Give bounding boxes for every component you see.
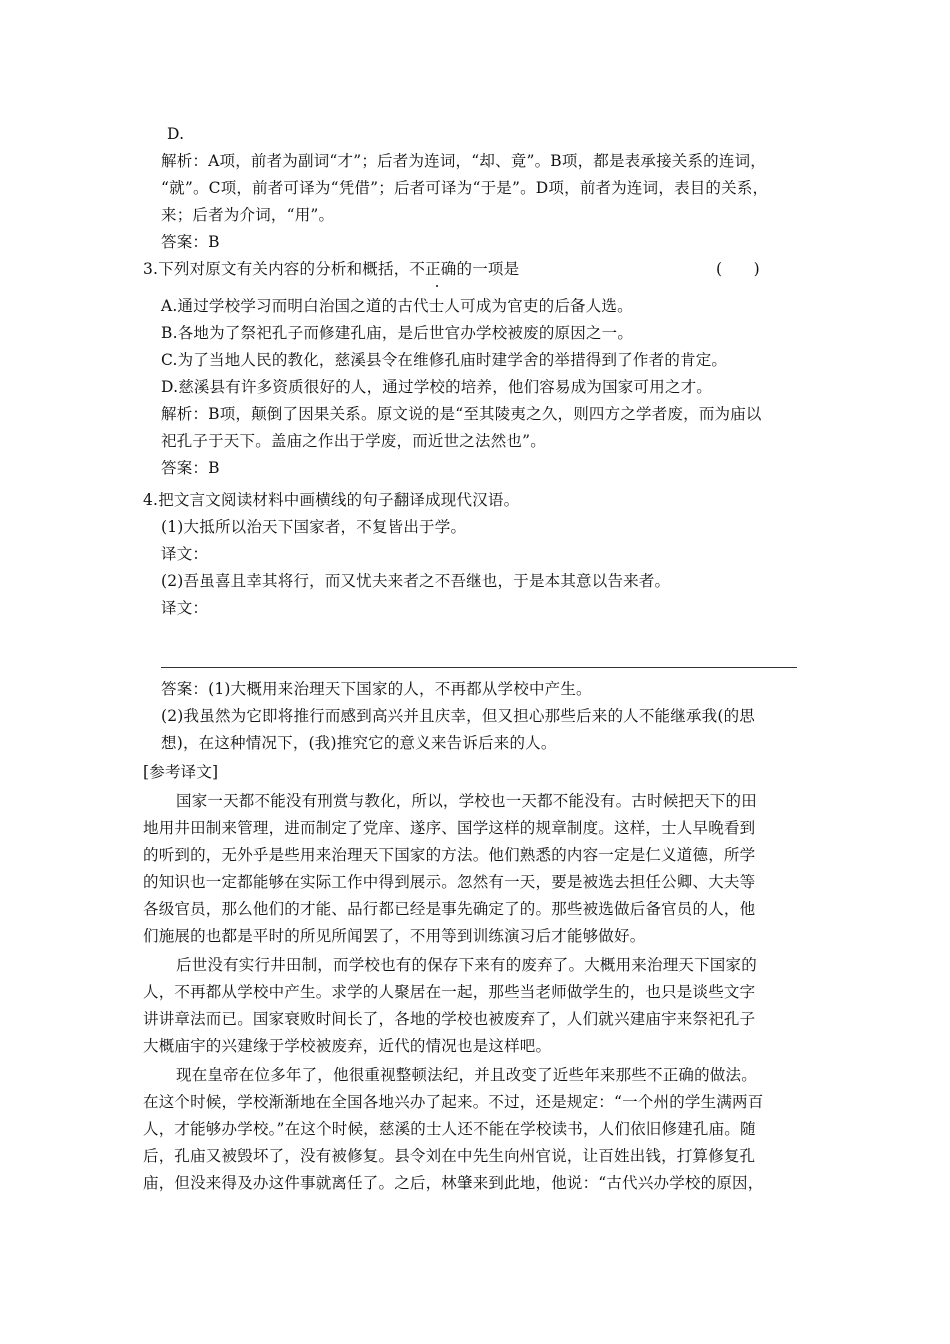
paragraph-line: 大概庙宇的兴建缘于学校被废弃，近代的情况也是这样吧。	[143, 1037, 552, 1055]
paragraph-line: 地用井田制来管理，进而制定了党庠、遂序、国学这样的规章制度。这样，士人早晚看到	[143, 819, 756, 837]
analysis-line: 解析：B项，颠倒了因果关系。原文说的是“至其陵夷之久，则四方之学者废，而为庙以	[161, 405, 762, 423]
paragraph-line: 后世没有实行井田制，而学校也有的保存下来有的废弃了。大概用来治理天下国家的	[176, 956, 757, 974]
answer-line: 想)，在这种情况下，(我)推究它的意义来告诉后来的人。	[161, 734, 557, 752]
option-d-label: D.	[167, 125, 185, 143]
option-c: C.为了当地人民的教化，慈溪县令在维修孔庙时建学舍的举措得到了作者的肯定。	[161, 351, 728, 369]
answer-line: 答案：B	[161, 233, 220, 251]
answer-line: (2)我虽然为它即将推行而感到高兴并且庆幸，但又担心那些后来的人不能继承我(的思	[161, 707, 756, 725]
paragraph-line: 的听到的，无外乎是些用来治理天下国家的方法。他们熟悉的内容一定是仁义道德，所学	[143, 846, 756, 864]
paragraph-line: 人，才能够办学校。”在这个时候，慈溪的士人还不能在学校读书，人们依旧修建孔庙。随	[143, 1120, 756, 1138]
paragraph-line: 现在皇帝在位多年了，他很重视整顿法纪，并且改变了近些年来那些不正确的做法。	[176, 1066, 757, 1084]
analysis-line: 解析：A项，前者为副词“才”；后者为连词，“却、竟”。B项，都是表承接关系的连词，	[161, 152, 766, 170]
option-d: D.慈溪县有许多资质很好的人，通过学校的培养，他们容易成为国家可用之才。	[161, 378, 713, 396]
translation-label: 译文：	[161, 599, 209, 617]
option-a: A.通过学校学习而明白治国之道的古代士人可成为官吏的后备人选。	[161, 297, 633, 315]
reference-translation-heading: [参考译文]	[143, 763, 219, 781]
paragraph-line: 国家一天都不能没有刑赏与教化，所以，学校也一天都不能没有。古时候把天下的田	[176, 792, 757, 810]
answer-line: 答案：(1)大概用来治理天下国家的人，不再都从学校中产生。	[161, 680, 592, 698]
analysis-line: 祀孔子于天下。盖庙之作出于学废，而近世之法然也”。	[161, 432, 546, 450]
paragraph-line: 后，孔庙又被毁坏了，没有被修复。县令刘在中先生向州官说，让百姓出钱，打算修复孔	[143, 1147, 756, 1165]
sentence-2: (2)吾虽喜且幸其将行，而又忧夫来者之不吾继也，于是本其意以告来者。	[161, 572, 671, 590]
paragraph-line: 讲讲章法而已。国家衰败时间长了，各地的学校也被废弃了，人们就兴建庙宇来祭祀孔子	[143, 1010, 756, 1028]
paragraph-line: 庙，但没来得及办这件事就离任了。之后，林肇来到此地，他说：“古代兴办学校的原因，	[143, 1174, 764, 1192]
sentence-1: (1)大抵所以治天下国家者，不复皆出于学。	[161, 518, 467, 536]
paragraph-line: 们施展的也都是平时的所见所闻罢了，不用等到训练演习后才能够做好。	[143, 927, 646, 945]
paragraph-line: 各级官员，那么他们的才能、品行都已经是事先确定了的。那些被选做后备官员的人，他	[143, 900, 756, 918]
answer-bracket: ( )	[716, 260, 760, 278]
question-3-stem: 3.下列对原文有关内容的分析和概括，不正确的一项是	[143, 260, 520, 278]
translation-label: 译文：	[161, 545, 209, 563]
paragraph-line: 人，不再都从学校中产生。求学的人聚居在一起，那些当老师做学生的，也只是谈些文字	[143, 983, 756, 1001]
analysis-line: “就”。C项，前者可译为“凭借”；后者可译为“于是”。D项，前者为连词，表目的关系，	[161, 179, 769, 197]
paragraph-line: 的知识也一定都能够在实际工作中得到展示。忽然有一天，要是被选去担任公卿、大夫等	[143, 873, 756, 891]
emphasis-dot	[436, 285, 438, 287]
answer-line: 答案：B	[161, 459, 220, 477]
answer-underline	[161, 667, 797, 668]
paragraph-line: 在这个时候，学校渐渐地在全国各地兴办了起来。不过，还是规定：“一个州的学生满两百	[143, 1093, 764, 1111]
option-b: B.各地为了祭祀孔子而修建孔庙，是后世官办学校被废的原因之一。	[161, 324, 634, 342]
analysis-line: 来；后者为介词，“用”。	[161, 206, 335, 224]
question-4-stem: 4.把文言文阅读材料中画横线的句子翻译成现代汉语。	[143, 491, 520, 509]
